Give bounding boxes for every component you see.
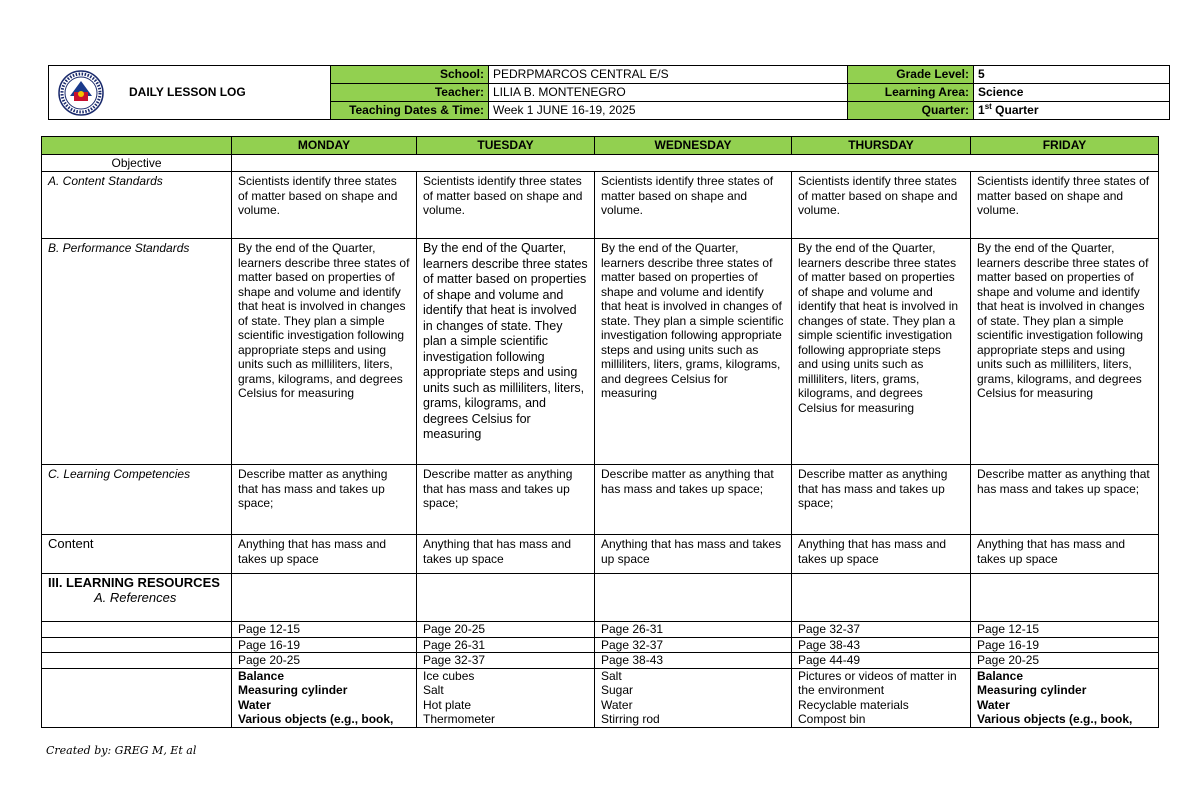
quarter-label: Quarter: (848, 102, 974, 120)
resources-monday (232, 574, 417, 622)
materials-label (42, 668, 232, 727)
materials-tuesday (417, 668, 595, 727)
area-label: Learning Area: (848, 84, 974, 102)
header-table (48, 65, 1170, 120)
material-item: Water (601, 697, 633, 712)
quarter-sup: st (984, 102, 992, 111)
grade-value: 5 (974, 66, 1170, 84)
resources-tuesday (417, 574, 595, 622)
pages-3-label (42, 653, 232, 669)
material-item: Water (977, 697, 1010, 712)
material-item: Various objects (e.g., book, (977, 712, 1133, 726)
pages-3-thursday: Page 44-49 (792, 653, 971, 669)
learning-competencies-tuesday: Describe matter as anything that has mass and takes up space; (417, 465, 595, 535)
content-standards-wednesday: Scientists identify three states of matter based on shape and volume. (595, 172, 792, 239)
performance-standards-label: B. Performance Standards (42, 239, 232, 465)
pages-2-label (42, 637, 232, 653)
materials-thursday (792, 668, 971, 727)
day-tuesday: TUESDAY (417, 137, 595, 155)
material-item: Stirring rod (601, 712, 660, 726)
pages-1-thursday: Page 32-37 (792, 622, 971, 638)
pages-2-monday: Page 16-19 (232, 637, 417, 653)
material-item: Sugar (601, 683, 634, 697)
quarter-value (974, 102, 1170, 120)
pages-2-thursday: Page 38-43 (792, 637, 971, 653)
pages-3-friday: Page 20-25 (971, 653, 1159, 669)
pages-1-monday: Page 12-15 (232, 622, 417, 638)
pages-1-tuesday: Page 20-25 (417, 622, 595, 638)
learning-competencies-thursday: Describe matter as anything that has mass and takes up space; (792, 465, 971, 535)
content-wednesday: Anything that has mass and takes up space (595, 535, 792, 574)
content-row (42, 535, 1159, 574)
pages-3-wednesday: Page 38-43 (595, 653, 792, 669)
performance-standards-friday: By the end of the Quarter, learners describe three states of matter based on properties of shape and volume and identify that heat is involved in changes of state. They plan a simple scientific investigation following appropriate steps and using units such as milliliters, liters, grams, kilograms, and degrees Celsius for measuring (971, 239, 1159, 465)
learning-competencies-row (42, 465, 1159, 535)
pages-2-friday: Page 16-19 (971, 637, 1159, 653)
material-item: Salt (601, 668, 622, 683)
learning-competencies-label: C. Learning Competencies (42, 465, 232, 535)
footer-credit: Created by: GREG M, Et al (46, 744, 197, 757)
pages-2-wednesday: Page 32-37 (595, 637, 792, 653)
log-title-cell (49, 66, 331, 120)
material-item: Compost bin (798, 712, 866, 726)
resources-title: III. LEARNING RESOURCES (48, 575, 220, 590)
day-thursday: THURSDAY (792, 137, 971, 155)
pages-2-tuesday: Page 26-31 (417, 637, 595, 653)
teacher-label: Teacher: (331, 84, 489, 102)
school-value: PEDRPMARCOS CENTRAL E/S (489, 66, 848, 84)
pages-row-2 (42, 637, 1159, 653)
material-item: Ice cubes (423, 668, 475, 683)
material-item: Measuring cylinder (238, 683, 348, 697)
performance-standards-tuesday: By the end of the Quarter, learners describe three states of matter based on properties of shape and volume and identify that heat is involved in changes of state. They plan a simple scientific investigation following appropriate steps and using units such as milliliters, liters, grams, kilograms, and degrees Celsius for measuring (417, 239, 595, 465)
performance-standards-row (42, 239, 1159, 465)
objective-label: Objective (42, 154, 232, 172)
day-friday: FRIDAY (971, 137, 1159, 155)
pages-row-3 (42, 653, 1159, 669)
performance-standards-thursday: By the end of the Quarter, learners describe three states of matter based on properties of shape and volume and identify that heat is involved in changes of state. They plan a simple scientific investigation following appropriate steps and using units such as milliliters, liters, grams, kilograms, and degrees Celsius for measuring (792, 239, 971, 465)
school-label: School: (331, 66, 489, 84)
objective-value (232, 154, 1159, 172)
materials-friday (971, 668, 1159, 727)
log-title: DAILY LESSON LOG (129, 85, 246, 99)
material-item: Hot plate (423, 697, 472, 712)
content-standards-thursday: Scientists identify three states of matter based on shape and volume. (792, 172, 971, 239)
pages-3-monday: Page 20-25 (232, 653, 417, 669)
material-item: Pictures or videos of matter in the environment (798, 668, 957, 697)
quarter-word: Quarter (995, 103, 1039, 117)
dates-value: Week 1 JUNE 16-19, 2025 (489, 102, 848, 120)
grade-label: Grade Level: (848, 66, 974, 84)
material-item: Measuring cylinder (977, 683, 1087, 697)
learning-competencies-friday: Describe matter as anything that has mass and takes up space; (971, 465, 1159, 535)
materials-row (42, 668, 1159, 727)
resources-label-cell (42, 574, 232, 622)
content-standards-label: A. Content Standards (42, 172, 232, 239)
material-item: Recyclable materials (798, 697, 909, 712)
objective-row (42, 154, 1159, 172)
resources-friday (971, 574, 1159, 622)
quarter-num: 1 (978, 103, 985, 117)
pages-1-label (42, 622, 232, 638)
pages-3-tuesday: Page 32-37 (417, 653, 595, 669)
performance-standards-wednesday: By the end of the Quarter, learners describe three states of matter based on properties of shape and volume and identify that heat is involved in changes of state. They plan a simple scientific investigation following appropriate steps and using units such as milliliters, liters, grams, kilograms, and degrees Celsius for measuring (595, 239, 792, 465)
materials-wednesday (595, 668, 792, 727)
pages-row-1 (42, 622, 1159, 638)
content-thursday: Anything that has mass and takes up space (792, 535, 971, 574)
material-item: Thermometer (423, 712, 496, 726)
content-standards-tuesday: Scientists identify three states of matter based on shape and volume. (417, 172, 595, 239)
content-standards-friday: Scientists identify three states of matter based on shape and volume. (971, 172, 1159, 239)
day-wednesday: WEDNESDAY (595, 137, 792, 155)
material-item: Salt (423, 683, 444, 697)
resources-wednesday (595, 574, 792, 622)
content-standards-row (42, 172, 1159, 239)
performance-standards-monday: By the end of the Quarter, learners describe three states of matter based on properties of shape and volume and identify that heat is involved in changes of state. They plan a simple scientific investigation following appropriate steps and using units such as milliliters, liters, grams, kilograms, and degrees Celsius for measuring (232, 239, 417, 465)
learning-competencies-monday: Describe matter as anything that has mass and takes up space; (232, 465, 417, 535)
material-item: Various objects (e.g., book, (238, 712, 394, 726)
material-item: Water (238, 697, 271, 712)
dates-label: Teaching Dates & Time: (331, 102, 489, 120)
material-item: Balance (238, 668, 285, 683)
days-header-empty (42, 137, 232, 155)
days-header-row (42, 137, 1159, 155)
day-monday: MONDAY (232, 137, 417, 155)
content-monday: Anything that has mass and takes up space (232, 535, 417, 574)
resources-row (42, 574, 1159, 622)
references-label: A. References (94, 589, 177, 605)
content-label: Content (42, 535, 232, 574)
teacher-value: LILIA B. MONTENEGRO (489, 84, 848, 102)
pages-1-wednesday: Page 26-31 (595, 622, 792, 638)
area-value: Science (974, 84, 1170, 102)
learning-competencies-wednesday: Describe matter as anything that has mass and takes up space; (595, 465, 792, 535)
lesson-table (41, 136, 1159, 728)
pages-1-friday: Page 12-15 (971, 622, 1159, 638)
content-friday: Anything that has mass and takes up space (971, 535, 1159, 574)
content-standards-monday: Scientists identify three states of matter based on shape and volume. (232, 172, 417, 239)
material-item: Balance (977, 668, 1024, 683)
content-tuesday: Anything that has mass and takes up space (417, 535, 595, 574)
materials-monday (232, 668, 417, 727)
resources-thursday (792, 574, 971, 622)
